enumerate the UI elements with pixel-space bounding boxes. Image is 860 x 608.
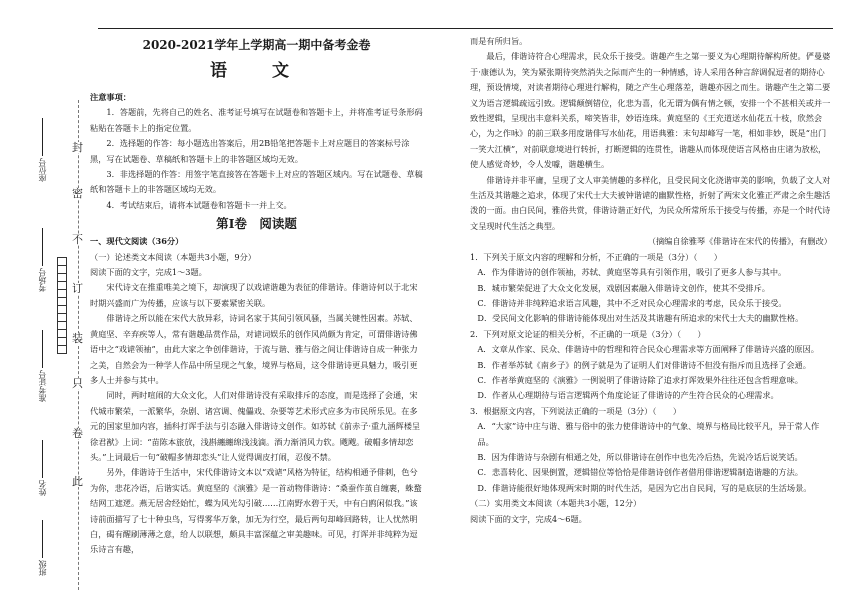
seat-number-field: 座位号: [37, 118, 48, 182]
binding-gutter: [0, 0, 96, 608]
class-field: 班级: [37, 520, 48, 576]
left-column: [90, 34, 423, 558]
question-option: D．受民间文化影响的俳谐诗能体现出对生活及其谐趣有所追求的宋代士大夫的幽默性格。: [477, 313, 804, 324]
question-option: B．因为俳谐诗与杂剧有相通之处，所以俳谐诗在创作中也先冷后热，先说冷话后说笑话。: [477, 451, 803, 462]
right-column: [470, 34, 832, 527]
passage-paragraph: 最后，俳谐诗符合心理需求，民众乐于接受。谐趣产生之第一要义为心理期待解构所使。俨曼婆于·康德认为，笑为紧张期待突然消失之际而产生的一种情感，诗人采用各种言辞调侃逗者的期待心理，预设情境，对读者期待心理进行解构，随之产生心理落差，谐趣亦因之而生。谐趣产生之第二要义为语言逻辑疏远引致。逻辑颠倒错位，化悲为喜，化无谓为偶有情之顿，安排一个不甚相关或并一致性逻辑，呈现出丰意料关系，啼笑皆非，妙语连珠。黄庭坚的《王充道送水仙花五十枝，欣然会心，为之作咏》的前三联多用度谐俳写水仙花，用语典雅：末句却峰写一笔，相如非妙，既是“出门一笑大江横”，对前联意境进行转折，打断逻辑的连贯性，谐趣从而体现使语言风格由庄诸为放松，使人感觉奇妙，令人发噱，谐趣横生。: [470, 51, 831, 170]
instruction: 阅读下面的文字，完成1～3题。: [90, 267, 207, 278]
instruction: 阅读下面的文字，完成4～6题。: [470, 513, 587, 524]
question-option: D．作者从心理期待与语言逻辑两个角度论证了俳谐诗的产生符合民众的心理需求。: [477, 390, 779, 401]
sub-heading: （二）实用类文本阅读（本题共3小题，12分）: [470, 498, 642, 509]
passage-continuation: 而是有所归旨。: [470, 36, 528, 46]
exam-room-field: 考场号: [37, 228, 48, 292]
question-option: B．作者举苏轼《南乡子》的例子就是为了证明人们对俳谐诗不但没有指斥而且选择了会通。: [477, 359, 811, 370]
seal-char: 装: [72, 332, 83, 345]
part-heading: 一、现代文阅读（36分）: [90, 236, 184, 247]
sub-heading: （一）论述类文本阅读（本题共3小题，9分）: [90, 251, 256, 262]
seal-char: 卷: [72, 427, 83, 440]
section-title: 第Ⅰ卷 阅读题: [216, 216, 297, 232]
notice-item: 3．非选择题的作答：用签字笔直接答在答题卡上对应的答题区域内。写在试题卷、草稿纸和答题卡上的非答题区域均无效。: [90, 169, 423, 195]
passage-paragraph: 同时，两时喧闹的大众文化，人们对俳谐诗没有采取排斥的态度，而是选择了会通，宋代城市繁荣，一派繁华，杂剧、诸宫调、傀儡戏、杂要等艺术形式应多为市民所乐见。在多元的国家里加内容，插科打诨手法与引态融入俳谐诗文创作。如苏轼《前赤子·重九涵辉楼呈徐君猷》上词：“苗陈本旅放，浅斟纏纏绵浅浅滴。酒力渐消风力软。飕飕。破帽多情却恋头。”上词最后一句“破帽多情却恋头”让人觉得调皮打闹，忍俊不禁。: [90, 390, 421, 462]
seal-char: 只: [72, 377, 83, 390]
passage-paragraph: 宋代诗文在推重唯美之境下，却演现了以戏谑谐趣为表征的俳谐诗。俳谐诗何以于北宋时期兴盛而广为传播，应该与以下要素紧密关联。: [90, 282, 418, 308]
seal-char: 不: [72, 233, 83, 246]
question-option: C．悲喜转化、因果倒置，逻辑错位等恰恰是俳谐诗创作者借用俳谐逻辑制造谐趣的方法。: [477, 467, 803, 478]
question-option: A．“大家”诗中庄与谐、雅与俗中的张力使俳谐诗中的气象、境界与格局比较平凡，异于常人作品。: [477, 421, 820, 447]
seal-char: 封: [72, 141, 83, 154]
subject-title: 语 文: [210, 61, 303, 81]
passage-paragraph: 俳谐诗之所以能在宋代大放异彩，诗词名家于其间引领风骚，当属关键性因素。苏轼、黄庭坚、辛弃疾等人，常有谐趣品赏作品，对谑词娱乐的创作风尚颇为肯定，可谓俳谐诗佛语中之“戏谑领袖”，由此大家之争创俳谐诗，于流与谐、雅与俗之间让俳谐诗自成一种张力之美，自然会为一种学人作品中所呈现之气象，境界与格局，这令俳谐诗更具魅力，吸引更多人士并参与其中。: [90, 313, 418, 385]
notice-title: 注意事项：: [90, 92, 131, 102]
seal-dashed-line: [78, 100, 79, 590]
notice-item: 2．选择题的作答：每小题选出答案后，用2B铅笔把答题卡上对应题目的答案标号涂黑，写在试题卷、草稿纸和答题卡上的非答题区域均无效。: [90, 138, 410, 164]
question-option: A．文章从作家、民众、俳谐诗中的哲理和符合民众心理需求等方面阐释了俳谐诗兴盛的原因。: [477, 344, 819, 355]
question-stem: 3．根据原文内容，下列说法正确的一项是（3分）（ ）: [470, 405, 682, 416]
passage-paragraph: 俳谐诗并非平庸，呈现了文人审美情趣的多样化，且受民间文化浇谐审美的影响，负载了文人对生活及其谐趣之追求，体现了宋代士大夫被钟谐谑的幽默性格，折射了两宋文化雅正严肃之余生趣活泼的一面。由白民间，雅俗共赏，俳谐诗谐正好代，为民众所常所乐于接受与传播，亦是一个时代诗文呈现时代生活之典型。: [470, 174, 831, 231]
notice-item: 1．答题前，先将自己的姓名、准考证号填写在试题卷和答题卡上，并将准考证号条形码粘贴在答题卡上的指定位置。: [90, 107, 423, 133]
question-stem: 2．下列对原文论证的相关分析，不正确的一项是（3分）（ ）: [470, 328, 706, 339]
exam-title: 2020-2021学年上学期高一期中备考金卷: [142, 38, 371, 52]
seal-char: 密: [72, 187, 83, 200]
question-stem: 1．下列关于原文内容的理解和分析，不正确的一项是（3分）（ ）: [470, 251, 722, 262]
seal-char: 此: [72, 475, 83, 488]
notice-item: 4．考试结束后，请将本试题卷和答题卡一并上交。: [106, 199, 292, 210]
top-rule: [98, 28, 833, 29]
question-option: D．俳谐诗能很好地体现两宋时期的时代生活，是因为它出自民间，写的是底层的生活场景。: [477, 482, 812, 493]
seal-char: 订: [72, 282, 83, 295]
admission-number-boxes: [57, 258, 67, 354]
question-option: C．作者举黄庭坚的《演雅》一例说明了俳谐诗除了追求打诨效果外往往还包含哲理意味。: [477, 374, 803, 385]
source-note: （摘编自徐雅琴《俳谐诗在宋代的传播》，有删改）: [647, 236, 832, 247]
admission-number-field: 准考证号: [37, 330, 48, 402]
question-option: A．作为俳谐诗的创作领袖，苏轼、黄庭坚等具有引领作用，吸引了更多人参与其中。: [477, 267, 787, 278]
question-option: B．城市繁荣促进了大众文化发展，戏剧因素融入俳谐诗文创作，使其不受排斥。: [477, 282, 770, 293]
question-option: C．俳谐诗并非纯粹追求语言风趣，其中不乏对民众心理需求的考虑，民众乐于接受。: [477, 297, 787, 308]
name-field: 姓名: [37, 440, 48, 496]
passage-paragraph: 另外，俳谐诗于生活中，宋代俳谐诗文本以“戏谑”风格为特征，结构相通予俳刺，色兮为你，悲花冷语，后谐实话。黄庭坚的《演雅》是一首动物俳谐诗：“桑蚕作茧自缠裹，蛛蝥结网工遮逻。燕无居舍经始忙，蝶为风光勾引破……江南野水碧于天，中有白鸥闲似我。”该诗前面描写了七十种虫鸟，写得雾华万象，加无为行空，最后两句却峰回路转，让人忧然明白，碣有醒刷薄薄之意，给人以联想，颇具丰富深蕴之审美趣味。可见，打诨并非纯粹为逗乐诗言有趣，: [90, 467, 422, 555]
